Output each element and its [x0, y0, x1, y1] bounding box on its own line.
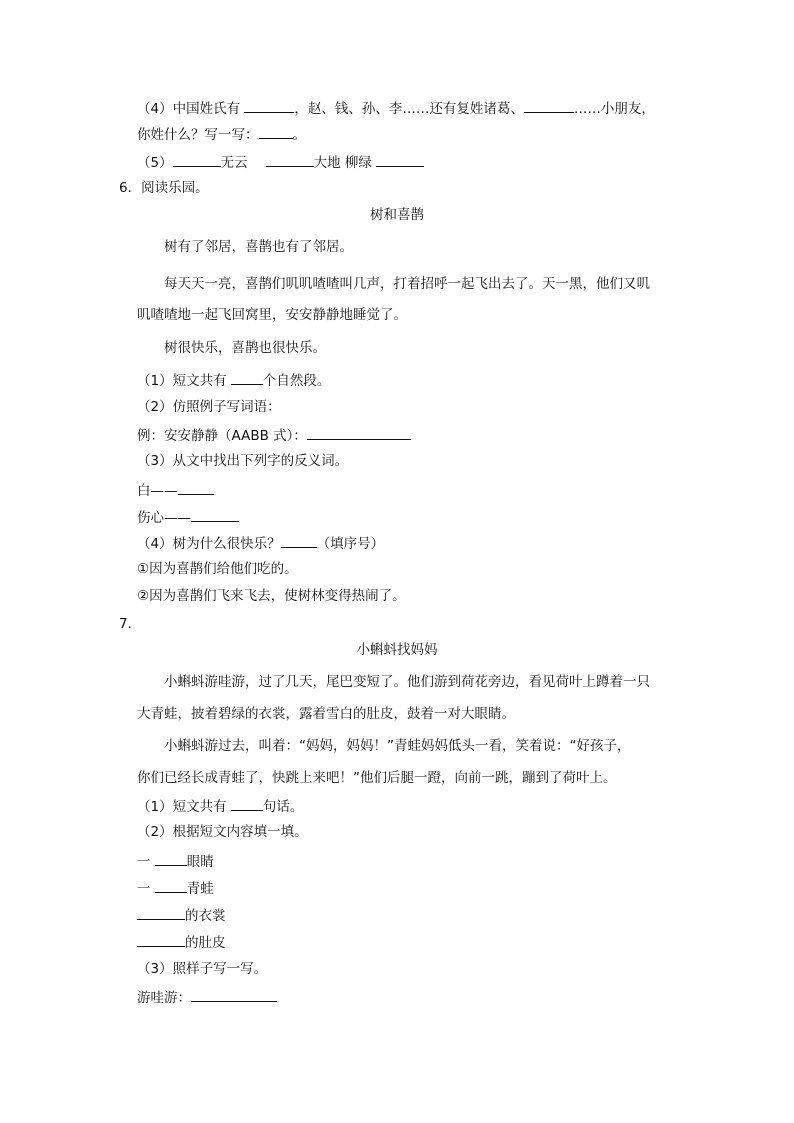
q7-sub2: （2）根据短文内容填一填。	[137, 824, 308, 840]
answer-blank[interactable]	[244, 98, 294, 113]
q6-paragraph-2-line1: 每天天一亮，喜鹊们叽叽喳喳叫几声，打着招呼一起飞出去了。天一黑，他们又叽	[164, 276, 650, 292]
q6-sub4-text-b: （填序号）	[316, 536, 385, 552]
answer-blank[interactable]	[281, 533, 317, 548]
q6-sub1	[137, 370, 330, 390]
q5-4-text-d: 你姓什么？写一写：	[137, 127, 259, 143]
q7-label: 7．	[119, 616, 142, 632]
q7-fill-4-text: 的肚皮	[185, 935, 226, 951]
q7-paragraph-2-line1: 小蝌蚪游过去，叫着：“妈妈，妈妈！”青蛙妈妈低头一看，笑着说：“好孩子，	[164, 738, 631, 754]
answer-blank[interactable]	[137, 932, 185, 947]
q6-sub1-text-a: （1）短文共有	[137, 373, 231, 389]
q6-paragraph-2-line2: 叽喳喳地一起飞回窝里，安安静静地睡觉了。	[137, 307, 407, 323]
answer-blank[interactable]	[259, 124, 293, 139]
answer-blank[interactable]	[307, 425, 411, 440]
q5-5-line	[137, 152, 424, 172]
q7-sub3: （3）照样子写一写。	[137, 961, 268, 977]
answer-blank[interactable]	[173, 152, 221, 167]
q5-4-text-b: ，赵、钱、孙、李……还有复姓诸葛、	[294, 101, 524, 117]
q7-sub3-example-text: 游哇游：	[137, 990, 191, 1006]
q6-sub3-item-a-text: 白——	[137, 483, 178, 499]
answer-blank[interactable]	[155, 851, 187, 866]
q6-sub1-text-b: 个自然段。	[262, 373, 331, 389]
q5-4-text-c: ……小朋友，	[573, 101, 655, 117]
q7-fill-2-text-b: 青蛙	[186, 881, 214, 897]
q7-fill-1	[137, 851, 214, 871]
q6-sub2-example-text: 例：安安静静（AABB 式）：	[137, 428, 307, 444]
q6-sub2-example	[137, 425, 411, 445]
answer-blank[interactable]	[155, 878, 187, 893]
q7-fill-1-text-b: 眼睛	[186, 854, 214, 870]
q7-title: 小蝌蚪找妈妈	[356, 642, 438, 658]
q5-5-text-b: 无云	[220, 155, 248, 171]
q6-title: 树和喜鹊	[370, 207, 424, 223]
q5-4-line2	[137, 124, 306, 144]
q5-4-line1	[137, 98, 655, 118]
q7-fill-2	[137, 878, 214, 898]
q7-paragraph-1-line2: 大青蛙，披着碧绿的衣裳，露着雪白的肚皮，鼓着一对大眼睛。	[137, 706, 515, 722]
q5-5-text-c: 大地 柳绿	[313, 155, 377, 171]
q6-sub2: （2）仿照例子写词语：	[137, 399, 281, 415]
answer-blank[interactable]	[376, 152, 424, 167]
q7-sub1-text-b: 句话。	[262, 799, 304, 815]
answer-blank[interactable]	[231, 370, 263, 385]
answer-blank[interactable]	[178, 480, 214, 495]
q6-label: 6．阅读乐园。	[119, 180, 209, 196]
q6-sub3-item-b-text: 伤心——	[137, 510, 191, 526]
q7-fill-4	[137, 932, 226, 952]
q7-sub1	[137, 796, 303, 816]
q7-fill-3	[137, 905, 226, 925]
q5-4-text-a: （4）中国姓氏有	[137, 101, 245, 117]
q7-fill-2-text-a: 一	[137, 881, 155, 897]
q6-paragraph-3: 树很快乐，喜鹊也很快乐。	[164, 340, 326, 356]
q6-option-2: ②因为喜鹊们飞来飞去，使树林变得热闹了。	[137, 588, 406, 604]
q6-sub3: （3）从文中找出下列字的反义词。	[137, 453, 349, 469]
q6-option-1: ①因为喜鹊们给他们吃的。	[137, 561, 298, 577]
q7-sub1-text-a: （1）短文共有	[137, 799, 231, 815]
q6-paragraph-1: 树有了邻居，喜鹊也有了邻居。	[164, 239, 353, 255]
answer-blank[interactable]	[524, 98, 574, 113]
q7-sub3-example	[137, 987, 277, 1007]
answer-blank[interactable]	[266, 152, 314, 167]
answer-blank[interactable]	[191, 987, 277, 1002]
q6-sub3-item-a	[137, 480, 214, 500]
q7-fill-3-text: 的衣裳	[185, 908, 226, 924]
q7-paragraph-2-line2: 你们已经长成青蛙了，快跳上来吧！”他们后腿一蹬，向前一跳，蹦到了荷叶上。	[137, 770, 617, 786]
answer-blank[interactable]	[231, 796, 263, 811]
q5-4-text-e: 。	[292, 127, 306, 143]
q7-fill-1-text-a: 一	[137, 854, 155, 870]
q6-sub3-item-b	[137, 507, 239, 527]
q5-5-text-a: （5）	[137, 155, 173, 171]
q6-sub4	[137, 533, 384, 553]
answer-blank[interactable]	[191, 507, 239, 522]
q7-paragraph-1-line1: 小蝌蚪游哇游，过了几天，尾巴变短了。他们游到荷花旁边，看见荷叶上蹲着一只	[164, 674, 650, 690]
q6-sub4-text-a: （4）树为什么很快乐？	[137, 536, 281, 552]
answer-blank[interactable]	[137, 905, 185, 920]
